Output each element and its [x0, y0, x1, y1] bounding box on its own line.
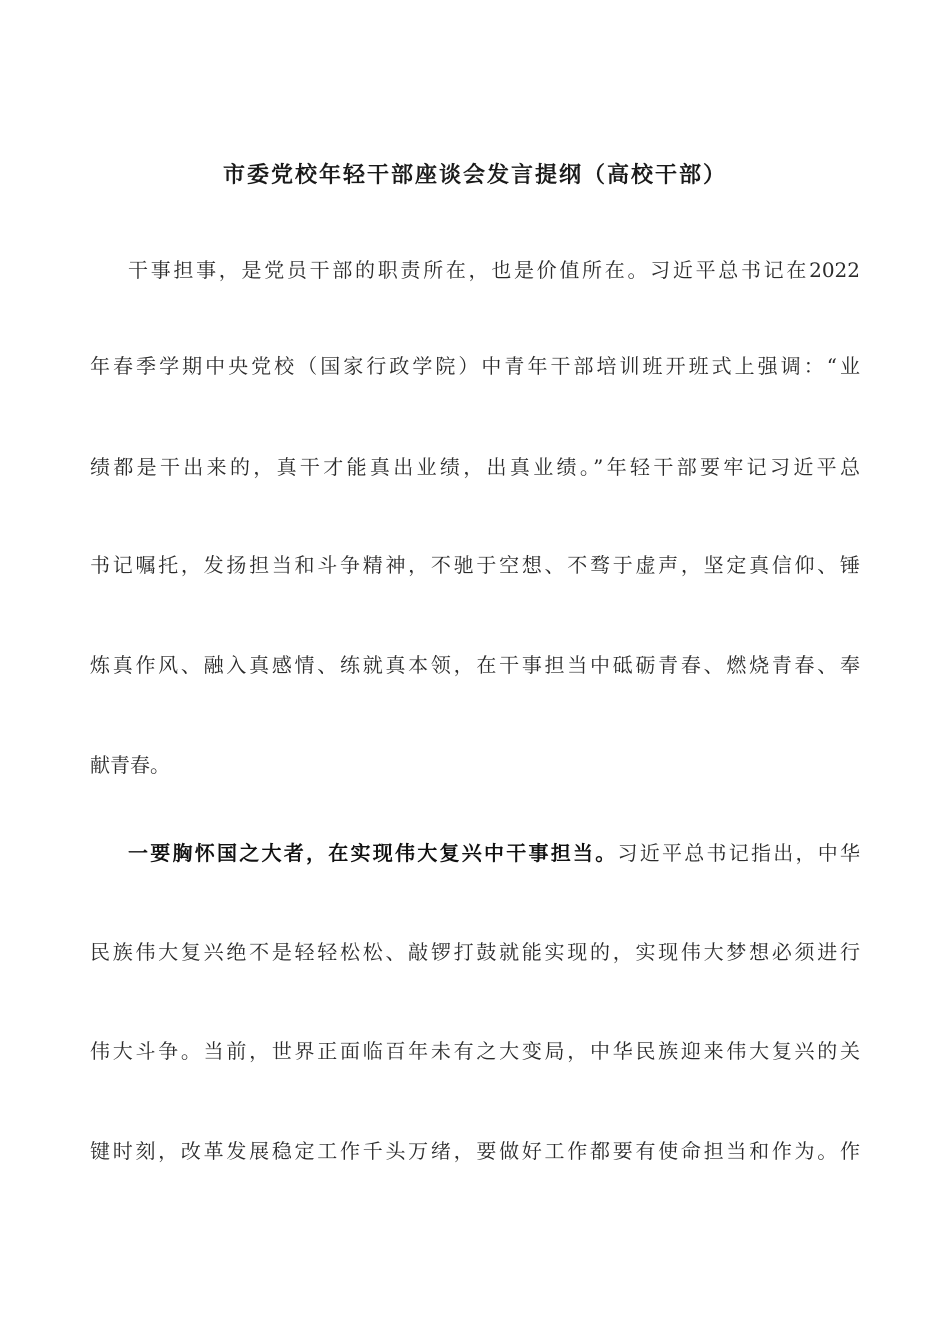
paragraph-1-line-5: 炼真作风、融入真感情、练就真本领，在干事担当中砥砺青春、燃烧青春、奉: [90, 653, 860, 677]
paragraph-1-line-4: 书记嘱托，发扬担当和斗争精神，不驰于空想、不骛于虚声，坚定真信仰、锤: [90, 553, 860, 577]
paragraph-1-line-2: 年春季学期中央党校（国家行政学院）中青年干部培训班开班式上强调：“业: [90, 354, 860, 378]
document-title: 市委党校年轻干部座谈会发言提纲（高校干部）: [222, 162, 727, 188]
paragraph-2-heading: 一要胸怀国之大者，在实现伟大复兴中干事担当。: [128, 841, 618, 865]
paragraph-2-line-1: [128, 838, 860, 868]
paragraph-2-line-2: 民族伟大复兴绝不是轻轻松松、敲锣打鼓就能实现的，实现伟大梦想必须进行: [90, 940, 860, 964]
paragraph-1-line-3: 绩都是干出来的，真干才能真出业绩，出真业绩。”年轻干部要牢记习近平总: [90, 455, 860, 479]
paragraph-2-line-3: 伟大斗争。当前，世界正面临百年未有之大变局，中华民族迎来伟大复兴的关: [90, 1039, 860, 1063]
paragraph-2-line-1-rest: 习近平总书记指出，中华: [617, 841, 860, 865]
paragraph-2-line-4: 键时刻，改革发展稳定工作千头万绪，要做好工作都要有使命担当和作为。作: [90, 1139, 860, 1163]
paragraph-1-line-6: 献青春。: [90, 753, 170, 777]
paragraph-1-line-1: 干事担事，是党员干部的职责所在，也是价值所在。习近平总书记在2022: [128, 258, 860, 282]
